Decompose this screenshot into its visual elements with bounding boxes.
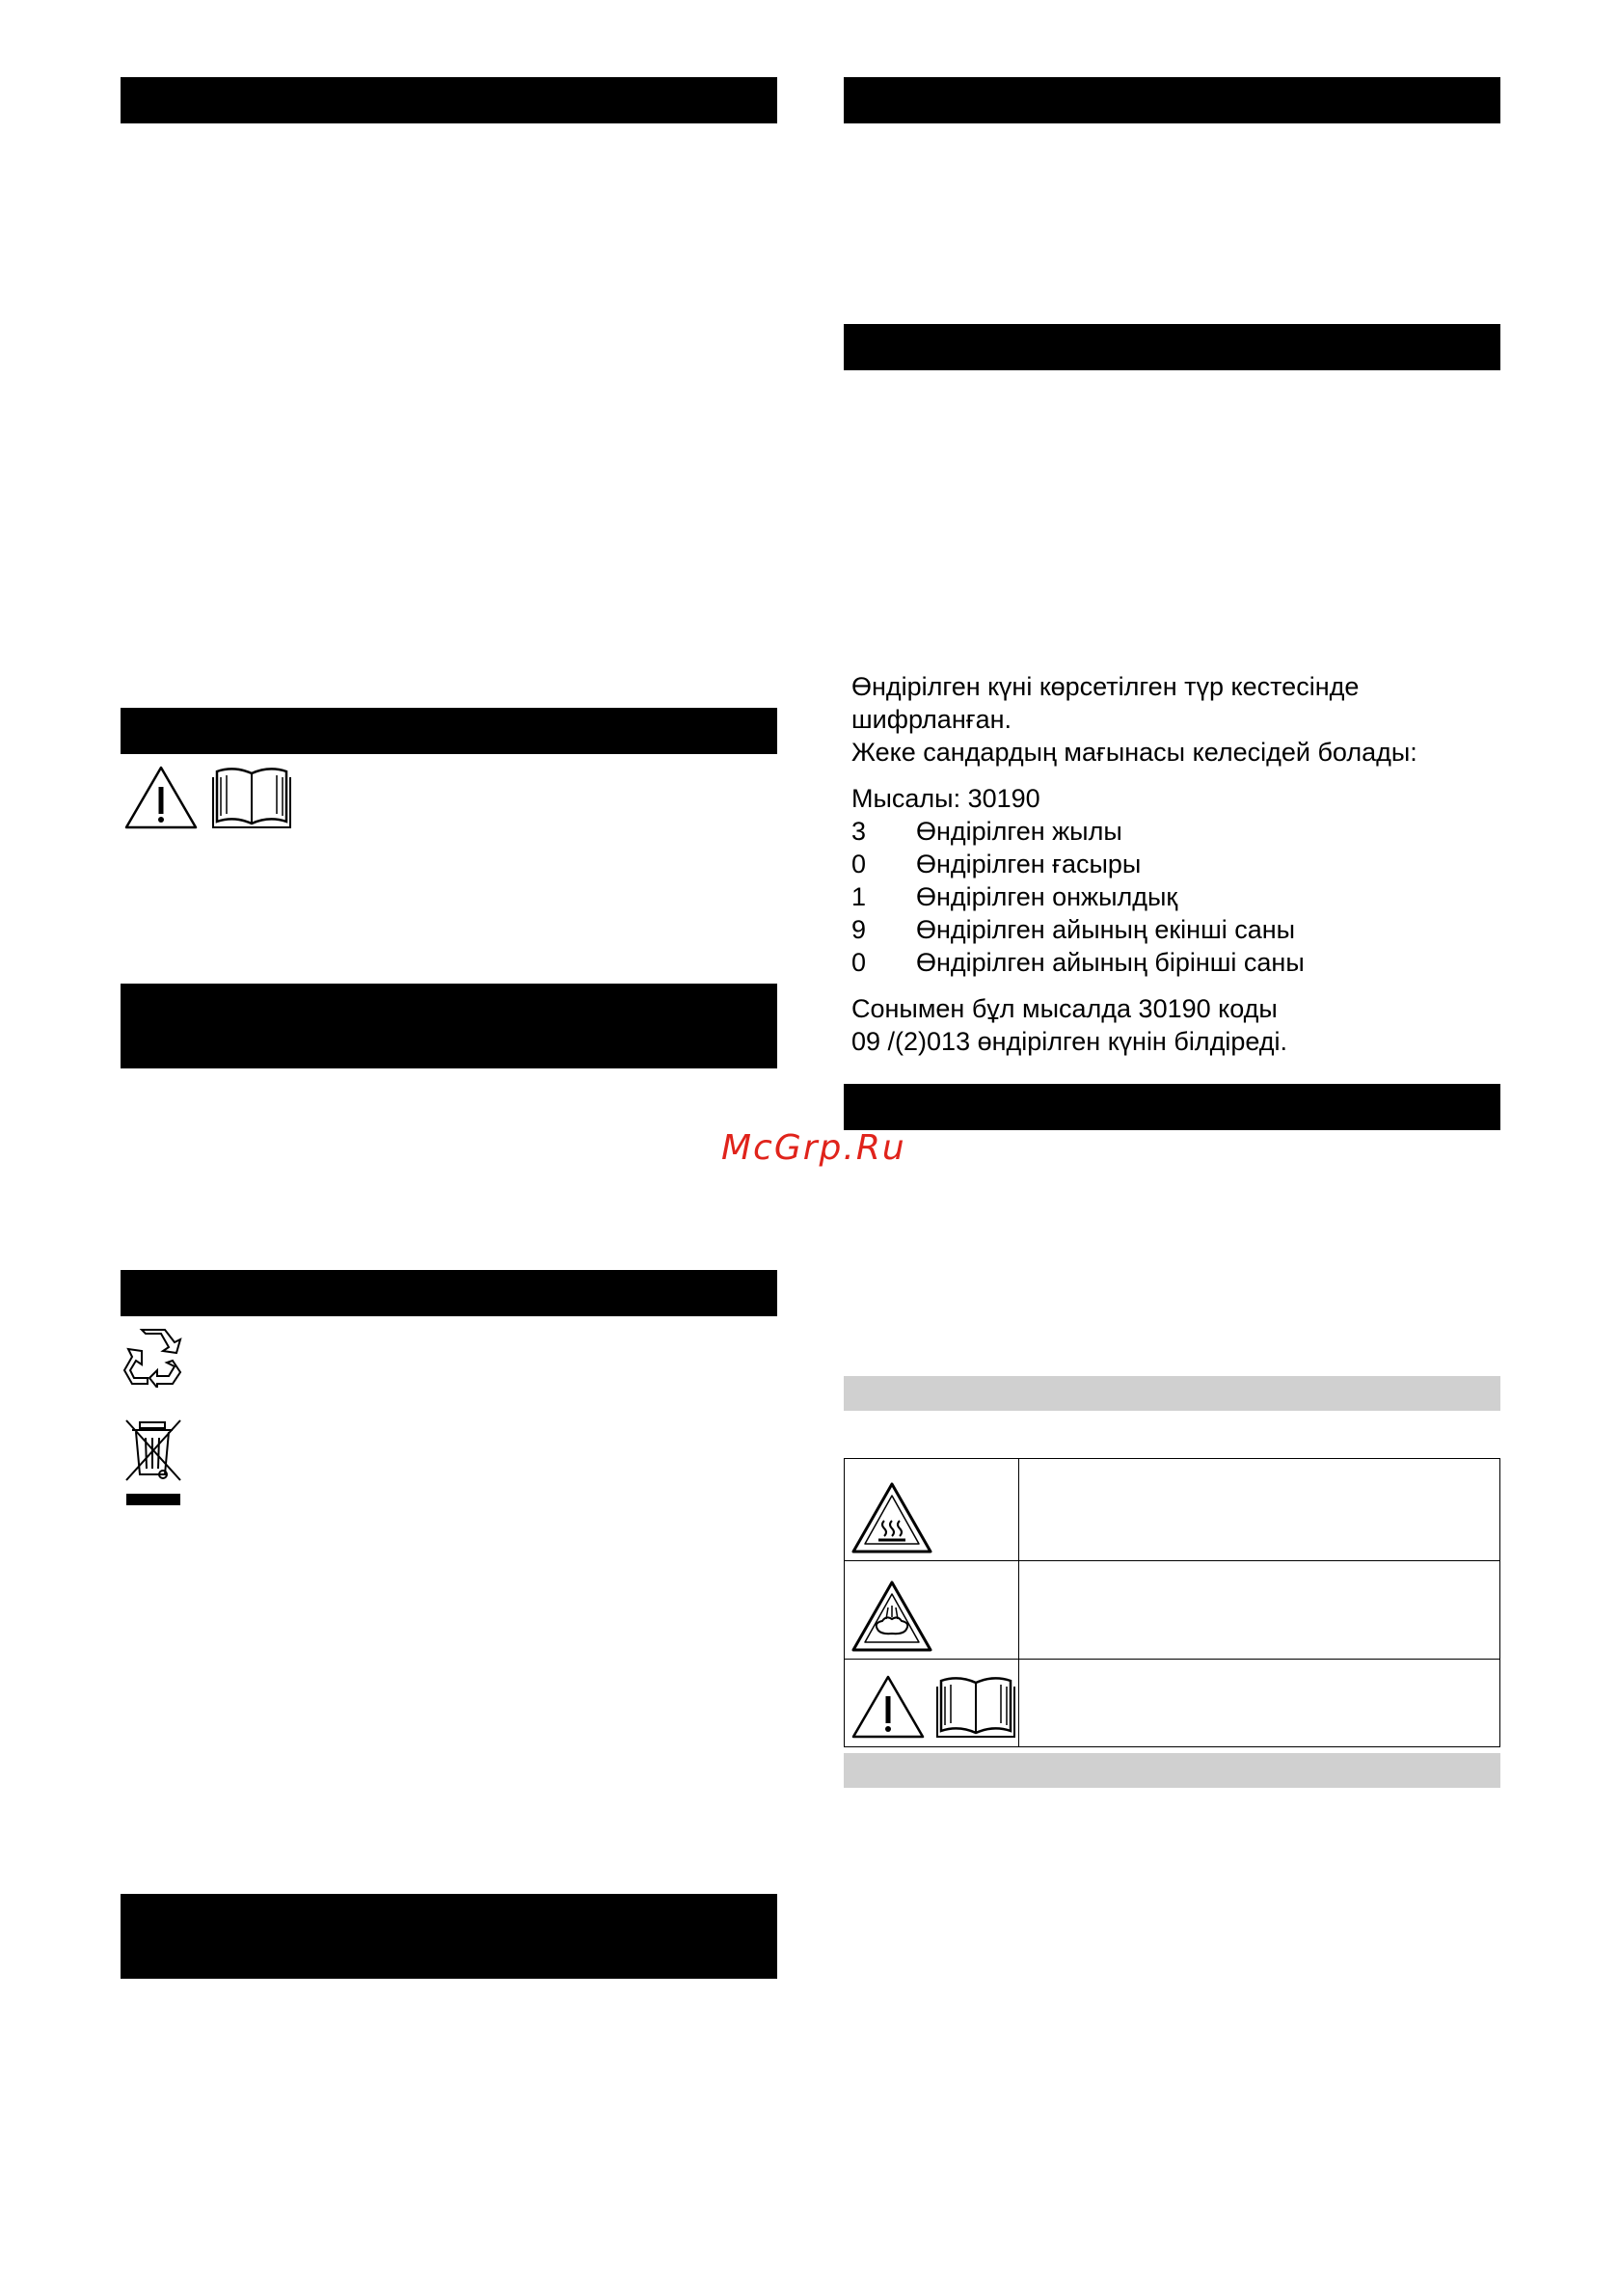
steam-icon bbox=[850, 1579, 934, 1654]
production-date-text bbox=[851, 670, 1417, 1058]
digit-row bbox=[851, 815, 1417, 848]
digit-text: Өндірілген айының бірінші саны bbox=[916, 948, 1305, 977]
watermark: McGrp.Ru bbox=[721, 1128, 906, 1168]
digit-text: Өндірілген жылы bbox=[916, 817, 1122, 846]
intro-line: шифрланған. bbox=[851, 705, 1012, 734]
section-header-bar-tall bbox=[121, 1894, 777, 1979]
section-header-bar bbox=[844, 324, 1500, 370]
section-header-bar bbox=[121, 1270, 777, 1316]
digit-num: 3 bbox=[851, 817, 867, 846]
example-label: Мысалы: 30190 bbox=[851, 784, 1040, 813]
section-header-bar bbox=[121, 77, 777, 123]
warning-triangle-icon bbox=[850, 1673, 927, 1741]
section-header-bar bbox=[844, 77, 1500, 123]
digit-num: 1 bbox=[851, 882, 867, 911]
warning-triangle-icon bbox=[122, 764, 200, 831]
conclusion-line: Сонымен бұл мысалда 30190 коды bbox=[851, 994, 1278, 1023]
recycle-icon bbox=[122, 1328, 184, 1388]
manual-book-icon bbox=[935, 1673, 1016, 1741]
digit-row bbox=[851, 880, 1417, 913]
digit-row bbox=[851, 848, 1417, 880]
digit-row bbox=[851, 913, 1417, 946]
section-header-bar bbox=[121, 708, 777, 754]
intro-line: Жеке сандардың мағынасы келесідей болады: bbox=[851, 738, 1417, 767]
crossed-bin-icon bbox=[122, 1418, 184, 1507]
digit-text: Өндірілген айының екінші саны bbox=[916, 915, 1296, 944]
digit-num: 0 bbox=[851, 948, 867, 977]
digit-num: 0 bbox=[851, 850, 867, 878]
section-header-bar bbox=[844, 1084, 1500, 1130]
grey-subheader-bar bbox=[844, 1753, 1500, 1788]
section-header-bar-tall bbox=[121, 984, 777, 1068]
digit-text: Өндірілген ғасыры bbox=[916, 850, 1142, 878]
intro-line: Өндірілген күні көрсетілген түр кестесінде bbox=[851, 672, 1360, 701]
digit-text: Өндірілген онжылдық bbox=[916, 882, 1178, 911]
hot-surface-icon bbox=[850, 1480, 934, 1555]
warning-symbols-table bbox=[844, 1458, 1500, 1747]
digit-row bbox=[851, 946, 1417, 979]
digit-num: 9 bbox=[851, 915, 867, 944]
conclusion-line: 09 /(2)013 өндірілген күнін білдіреді. bbox=[851, 1027, 1288, 1056]
grey-subheader-bar bbox=[844, 1376, 1500, 1411]
manual-book-icon bbox=[211, 764, 292, 831]
